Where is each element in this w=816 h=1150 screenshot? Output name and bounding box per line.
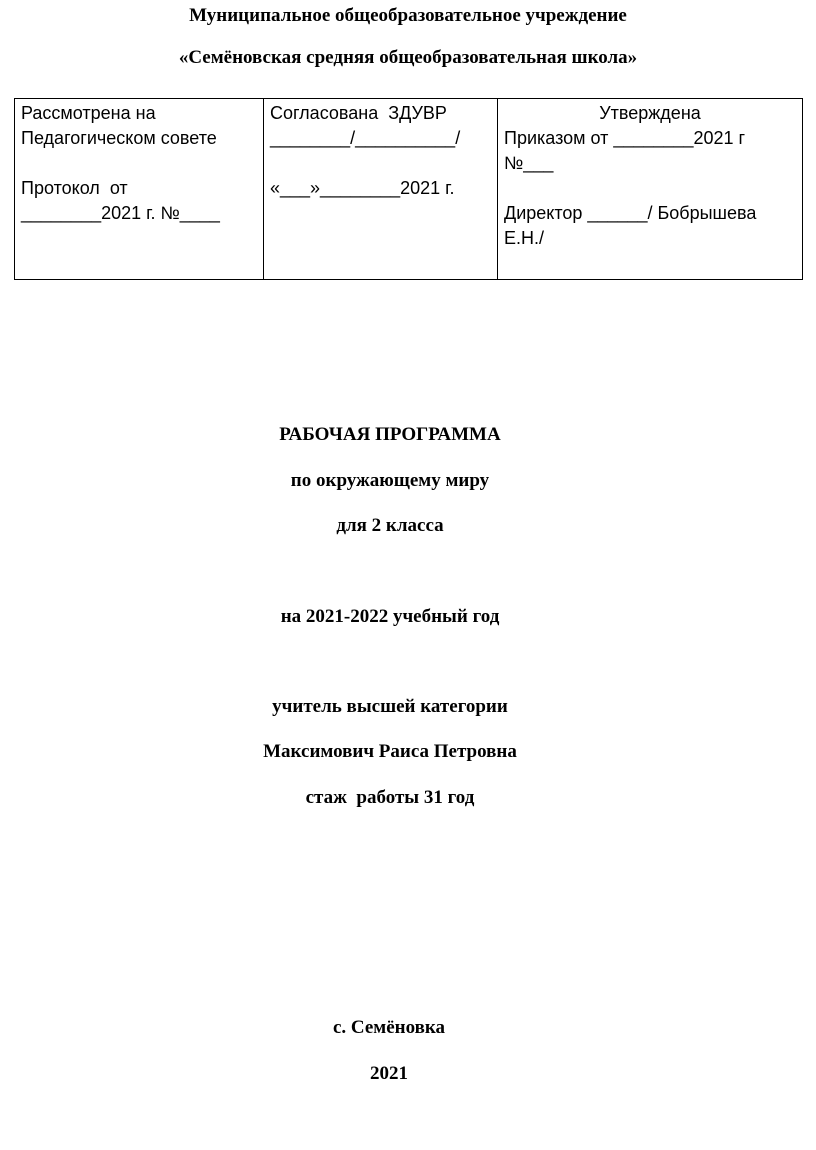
agreed-line1: Согласована ЗДУВР xyxy=(270,103,447,123)
program-subject: по окружающему миру xyxy=(290,470,490,491)
agreed-cell xyxy=(264,99,498,280)
approved-order-number: №___ xyxy=(504,153,554,173)
agreed-date-line: «___»________2021 г. xyxy=(270,178,455,198)
institution-name-line1: Муниципальное общеобразовательное учреждение xyxy=(189,5,627,26)
program-title: РАБОЧАЯ ПРОГРАММА xyxy=(279,424,501,445)
approval-row xyxy=(15,99,803,280)
approval-table xyxy=(14,98,803,280)
director-initials: Е.Н./ xyxy=(504,228,545,248)
director-signature-line: Директор ______/ Бобрышева xyxy=(504,203,757,223)
institution-name-line2: «Семёновская средняя общеобразовательная школа» xyxy=(178,47,638,68)
approved-heading: Утверждена xyxy=(599,103,701,123)
approved-order-line: Приказом от ________2021 г xyxy=(504,128,746,148)
teacher-experience: стаж работы 31 год xyxy=(305,787,475,808)
approved-cell xyxy=(498,99,803,280)
footer-year: 2021 xyxy=(370,1063,408,1084)
protocol-date-number: ________2021 г. №____ xyxy=(21,203,220,223)
agreed-signature-line: ________/__________/ xyxy=(270,128,461,148)
reviewed-cell xyxy=(15,99,264,280)
reviewed-line2: Педагогическом совете xyxy=(21,128,217,148)
program-year: на 2021-2022 учебный год xyxy=(280,606,500,627)
reviewed-line1: Рассмотрена на xyxy=(21,103,156,123)
teacher-name: Максимович Раиса Петровна xyxy=(263,741,517,762)
program-grade: для 2 класса xyxy=(336,515,444,536)
footer-place: с. Семёновка xyxy=(332,1017,446,1038)
protocol-label: Протокол от xyxy=(21,178,128,198)
teacher-category: учитель высшей категории xyxy=(272,696,508,717)
